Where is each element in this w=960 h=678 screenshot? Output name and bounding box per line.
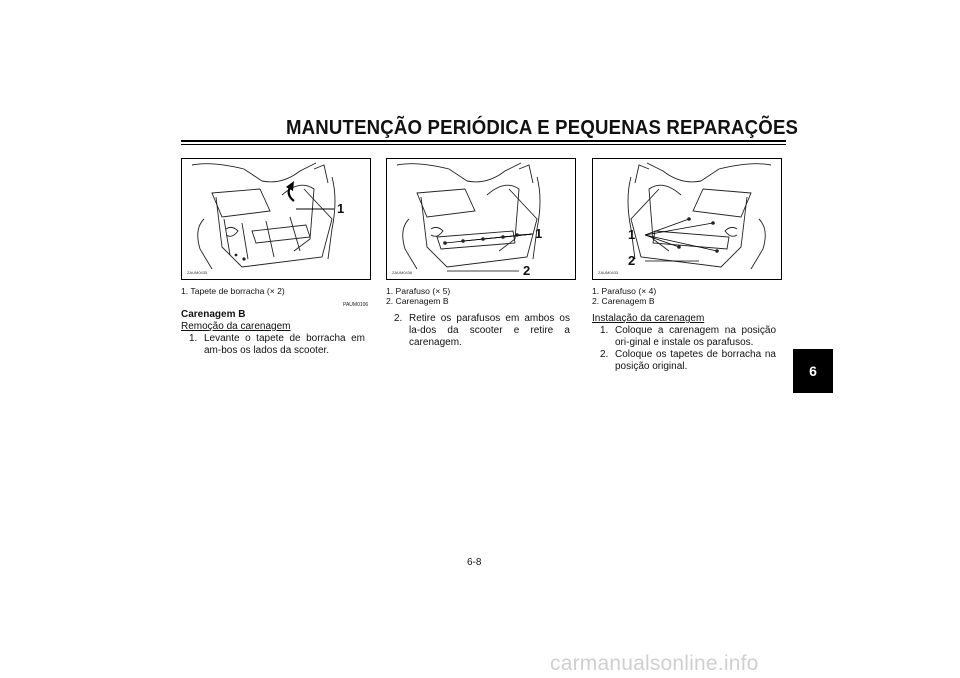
title-rule	[181, 140, 786, 142]
figure-caption: 2. Carenagem B	[386, 296, 449, 306]
figure-callout-1: 1	[337, 201, 345, 216]
step-number: 2.	[600, 349, 609, 360]
removal-step-1	[189, 333, 365, 357]
figure-callout-2: 2	[523, 263, 531, 278]
figure-screws-fairing	[386, 158, 576, 280]
figure-callout-2: 2	[628, 253, 636, 268]
step-number: 1.	[600, 325, 609, 336]
page-title: MANUTENÇÃO PERIÓDICA E PEQUENAS REPARAÇÕES	[286, 117, 799, 139]
step-text: Coloque a carenagem na posição ori-ginal e instale os parafusos.	[615, 325, 776, 348]
figure-rubber-mat	[181, 158, 371, 280]
figure-caption: 1. Parafuso (× 4)	[592, 286, 657, 296]
step-number: 1.	[189, 333, 198, 344]
step-text: Coloque os tapetes de borracha na posição original.	[615, 349, 776, 372]
step-text: Levante o tapete de borracha em am-bos os lados da scooter.	[204, 333, 365, 356]
figure-caption: 2. Carenagem B	[592, 296, 655, 306]
removal-step-2	[394, 313, 570, 349]
step-text: Retire os parafusos em ambos os la-dos da scooter e retire a carenagem.	[409, 313, 570, 348]
figure-code: ZAUM0433	[598, 270, 619, 275]
step-number: 2.	[394, 313, 403, 324]
figure-code: ZAUM0436	[392, 270, 413, 275]
figure-code: ZAUM0435	[187, 270, 208, 275]
scooter-floor-illustration-3	[593, 159, 781, 279]
installation-step-1	[600, 325, 776, 349]
figure-callout-1: 1	[535, 226, 543, 241]
chapter-tab: 6	[793, 349, 833, 393]
figure-caption: 1. Tapete de borracha (× 2)	[181, 286, 285, 296]
scooter-floor-illustration-1	[182, 159, 370, 279]
removal-heading: Remoção da carenagem	[181, 321, 291, 332]
figure-caption: 1. Parafuso (× 5)	[386, 286, 451, 296]
title-rule-thin	[181, 144, 786, 145]
figure-callout-1: 1	[628, 227, 636, 242]
reference-code: PAUM0106	[343, 302, 369, 308]
page-number: 6-8	[467, 557, 482, 568]
section-heading: Carenagem B	[181, 309, 246, 320]
installation-heading: Instalação da carenagem	[592, 313, 705, 324]
watermark: carmanualsonline.info	[550, 652, 759, 675]
scooter-floor-illustration-2	[387, 159, 575, 279]
installation-step-2	[600, 349, 776, 373]
figure-fairing-installation	[592, 158, 782, 280]
